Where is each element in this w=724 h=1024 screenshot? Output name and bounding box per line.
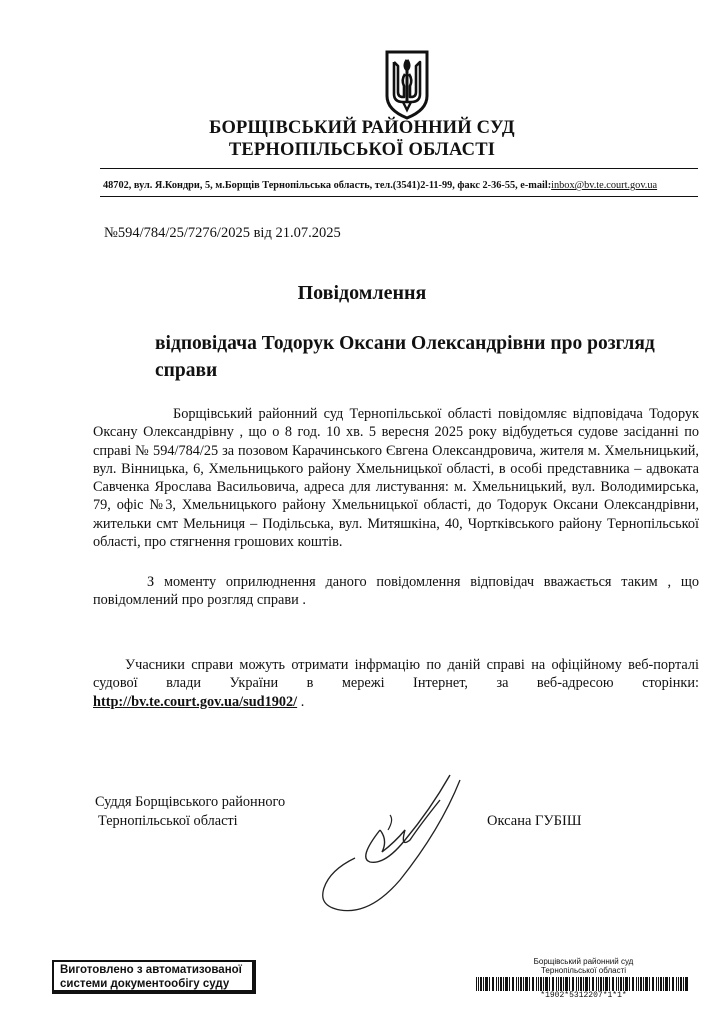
court-name-line-1: БОРЩІВСЬКИЙ РАЙОННИЙ СУД <box>209 118 515 138</box>
document-barcode <box>476 977 691 991</box>
signer-line-2: Тернопільської області <box>98 813 238 829</box>
barcode-bar <box>683 977 684 991</box>
auto-line-1: Виготовлено з автоматизованої <box>60 964 242 976</box>
barcode-bar <box>498 977 499 991</box>
automated-system-notice <box>52 960 256 994</box>
barcode-bar <box>656 977 657 991</box>
trident-emblem-icon <box>383 50 431 120</box>
barcode-bar <box>676 977 677 991</box>
barcode-bar <box>536 977 537 991</box>
barcode-bar <box>505 977 508 991</box>
barcode-bar <box>598 977 599 991</box>
document-title: Повідомлення <box>297 282 427 304</box>
barcode-bar <box>629 977 630 991</box>
barcode-bar <box>658 977 659 991</box>
barcode-bar <box>669 977 670 991</box>
barcode-bar <box>503 977 504 991</box>
barcode-bar <box>538 977 539 991</box>
barcode-bar <box>660 977 662 991</box>
barcode-bar <box>580 977 582 991</box>
barcode-bar <box>589 977 590 991</box>
barcode-bar <box>612 977 614 991</box>
barcode-bar <box>620 977 622 991</box>
barcode-bar <box>596 977 597 991</box>
barcode-bar <box>523 977 524 991</box>
paragraph-3-end: . <box>297 693 305 710</box>
stamp-line-2: Тернопільської області <box>540 966 627 975</box>
barcode-bar <box>500 977 502 991</box>
barcode-bar <box>636 977 637 991</box>
signer-line-1: Суддя Борщівського районного <box>95 794 286 810</box>
barcode-bar <box>663 977 664 991</box>
barcode-bar <box>489 977 490 991</box>
barcode-bar <box>680 977 682 991</box>
barcode-bar <box>509 977 510 991</box>
court-website-link[interactable]: http://bv.te.court.gov.ua/sud1902/ <box>93 693 298 710</box>
barcode-bar <box>600 977 602 991</box>
barcode-bar <box>638 977 639 991</box>
barcode-bar <box>643 977 644 991</box>
signer-title <box>95 793 285 831</box>
court-address-text: 48702, вул. Я.Кондри, 5, м.Борщів Тернопільська область, тел.(3541)2-11-99, факс 2-36-55, e-mail: <box>103 180 552 191</box>
barcode-bar <box>558 977 559 991</box>
barcode-bar <box>605 977 608 991</box>
barcode-bar <box>649 977 650 991</box>
barcode-bar <box>616 977 617 991</box>
barcode-bar <box>552 977 554 991</box>
document-subject <box>155 330 703 384</box>
court-email-link[interactable]: inbox@bv.te.court.gov.ua <box>551 180 658 191</box>
barcode-stamp-label <box>476 957 691 975</box>
barcode-bar <box>578 977 579 991</box>
barcode-bar <box>623 977 624 991</box>
barcode-bar <box>480 977 482 991</box>
barcode-bar <box>592 977 594 991</box>
header-rule-bottom <box>100 196 698 197</box>
barcode-bar <box>540 977 542 991</box>
barcode-bar <box>625 977 628 991</box>
barcode-bar <box>563 977 564 991</box>
barcode-bar <box>565 977 568 991</box>
barcode-bar <box>665 977 668 991</box>
registration-number: №594/784/25/7276/2025 від 21.07.2025 <box>104 225 341 241</box>
barcode-bar <box>645 977 648 991</box>
barcode-bar <box>572 977 574 991</box>
subject-line-2: справи <box>155 360 218 381</box>
barcode-bar <box>492 977 494 991</box>
barcode-bar <box>476 977 477 991</box>
handwritten-signature <box>310 770 480 920</box>
barcode-bar <box>520 977 522 991</box>
subject-line-1: відповідача Тодорук Оксани Олександрівни про розгляд <box>155 333 655 354</box>
barcode-bar <box>632 977 634 991</box>
barcode-bar <box>549 977 550 991</box>
barcode-bar <box>518 977 519 991</box>
barcode-bar <box>485 977 488 991</box>
court-address <box>103 180 703 191</box>
barcode-bar <box>529 977 530 991</box>
barcode-number: *1902*5312207*1*1* <box>540 991 627 1000</box>
barcode-bar <box>560 977 562 991</box>
barcode-bar <box>478 977 479 991</box>
stamp-line-1: Борщівський районний суд <box>533 957 634 966</box>
barcode-bar <box>483 977 484 991</box>
barcode-bar <box>556 977 557 991</box>
barcode-bar <box>525 977 528 991</box>
barcode-bar <box>652 977 654 991</box>
judge-name: Оксана ГУБІШ <box>487 813 582 829</box>
barcode-bar <box>603 977 604 991</box>
barcode-bar <box>585 977 588 991</box>
barcode-bar <box>618 977 619 991</box>
notice-paragraph-2: З моменту оприлюднення даного повідомлення відповідач вважається таким , що повідомлений про розгляд справи . <box>93 574 699 609</box>
barcode-bar <box>609 977 610 991</box>
auto-line-2: системи документообігу суду <box>60 977 230 990</box>
header-rule-top <box>100 168 698 169</box>
barcode-bar <box>576 977 577 991</box>
notice-paragraph-3 <box>93 656 699 711</box>
barcode-bar <box>512 977 514 991</box>
barcode-bar <box>545 977 548 991</box>
barcode-bar <box>678 977 679 991</box>
barcode-bar <box>496 977 497 991</box>
barcode-bar <box>569 977 570 991</box>
barcode-bar <box>516 977 517 991</box>
barcode-bar <box>685 977 688 991</box>
barcode-bar <box>672 977 674 991</box>
notice-paragraph-1: Борщівський районний суд Тернопільської області повідомляє відповідача Тодорук Оксану Олександрівну , що о 8 год. 10 хв. 5 вересня 2025 року відбудеться судове засіданні по справі № 594/784/25 за позовом Карачинського Євгена Олександровича, жителя м. Хмельницький, вул. Вінницька, 6, Хмельницького району Хмельницької області, в особі представника – адвоката Савченка Ярослава Васильовича, адреса для листування: м. Хмельницький, вул. Володимирська, 79, офіс №3, Хмельницького району Хмельницької області, до Тодорук Оксани Олександрівни, жительки смт Мельниця – Подільська, вул. Митяшкіна, 40, Чортківського району Тернопільської області, про стягнення грошових коштів. <box>93 406 699 551</box>
court-name-line-2: ТЕРНОПІЛЬСЬКОЇ ОБЛАСТІ <box>228 140 496 160</box>
barcode-bar <box>583 977 584 991</box>
barcode-bar <box>532 977 534 991</box>
paragraph-3-text: Учасники справи можуть отримати інфрмацію по даній справі на офіційному веб-порталі судової влади України в мережі Інтернет, за веб-адресою сторінки: <box>93 657 699 692</box>
barcode-bar <box>640 977 642 991</box>
barcode-bar <box>543 977 544 991</box>
